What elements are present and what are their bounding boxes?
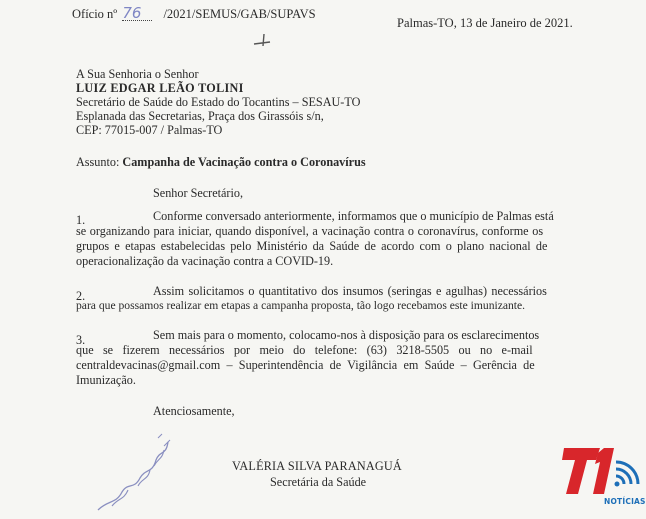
subject-text: Campanha de Vacinação contra o Coronavírus	[122, 155, 366, 169]
paragraph-1-number: 1.	[76, 213, 86, 227]
document-date: Palmas-TO, 13 de Janeiro de 2021.	[397, 16, 573, 30]
paragraph-2-line-2: para que possamos realizar em etapas a campanha proposta, tão logo recebamos este imunizante.	[76, 299, 526, 312]
initials-mark-icon	[250, 30, 274, 50]
recipient-salutation: A Sua Senhoria o Senhor	[76, 67, 199, 81]
greeting: Senhor Secretário,	[153, 186, 244, 200]
office-prefix: Ofício nº	[72, 7, 118, 21]
handwritten-signature-icon	[88, 430, 178, 514]
recipient-role: Secretário de Saúde do Estado do Tocantins – SESAU-TO	[76, 95, 361, 109]
paragraph-3-line-3: centraldevacinas@gmail.com – Superintendência de Vigilância em Saúde – Gerência de	[76, 358, 535, 372]
signature-name: VALÉRIA SILVA PARANAGUÁ	[232, 459, 402, 473]
paragraph-3-line-2: que se fizerem necessários por meio do telefone: (63) 3218-5505 ou no e-mail	[76, 343, 533, 357]
t1-noticias-label: NOTÍCIAS	[604, 497, 646, 506]
recipient-name: LUIZ EDGAR LEÃO TOLINI	[76, 81, 244, 95]
subject-line	[76, 155, 366, 169]
paragraph-3-number: 3.	[76, 333, 86, 347]
recipient-address: Esplanada das Secretarias, Praça dos Girassóis s/n,	[76, 109, 324, 123]
paragraph-3-line-4: Imunização.	[76, 373, 136, 387]
paragraph-2-line-1: Assim solicitamos o quantitativo dos insumos (seringas e agulhas) necessários	[153, 284, 547, 298]
office-number-line	[72, 6, 316, 21]
office-suffix: /2021/SEMUS/GAB/SUPAVS	[163, 7, 316, 21]
signature-title: Secretária da Saúde	[270, 475, 367, 489]
paragraph-1-line-3: grupos e etapas estabelecidas pelo Ministério da Saúde de acordo com o plano nacional de	[76, 239, 548, 253]
paragraph-2-number: 2.	[76, 289, 86, 303]
subject-label: Assunto:	[76, 155, 120, 169]
paragraph-1-line-4: operacionalização da vacinação contra a COVID-19.	[76, 254, 334, 268]
closing: Atenciosamente,	[153, 404, 235, 418]
paragraph-1-line-2: se organizando para iniciar, quando disponível, a vacinação contra o coronavírus, conforme os	[76, 224, 544, 238]
paragraph-3-line-1: Sem mais para o momento, colocamo-nos à disposição para os esclarecimentos	[153, 328, 540, 342]
recipient-cep: CEP: 77015-007 / Palmas-TO	[76, 123, 223, 137]
paragraph-1-line-1: Conforme conversado anteriormente, informamos que o município de Palmas está	[153, 209, 554, 223]
office-number-handwritten: 76	[122, 6, 152, 21]
t1-noticias-logo	[560, 442, 646, 514]
